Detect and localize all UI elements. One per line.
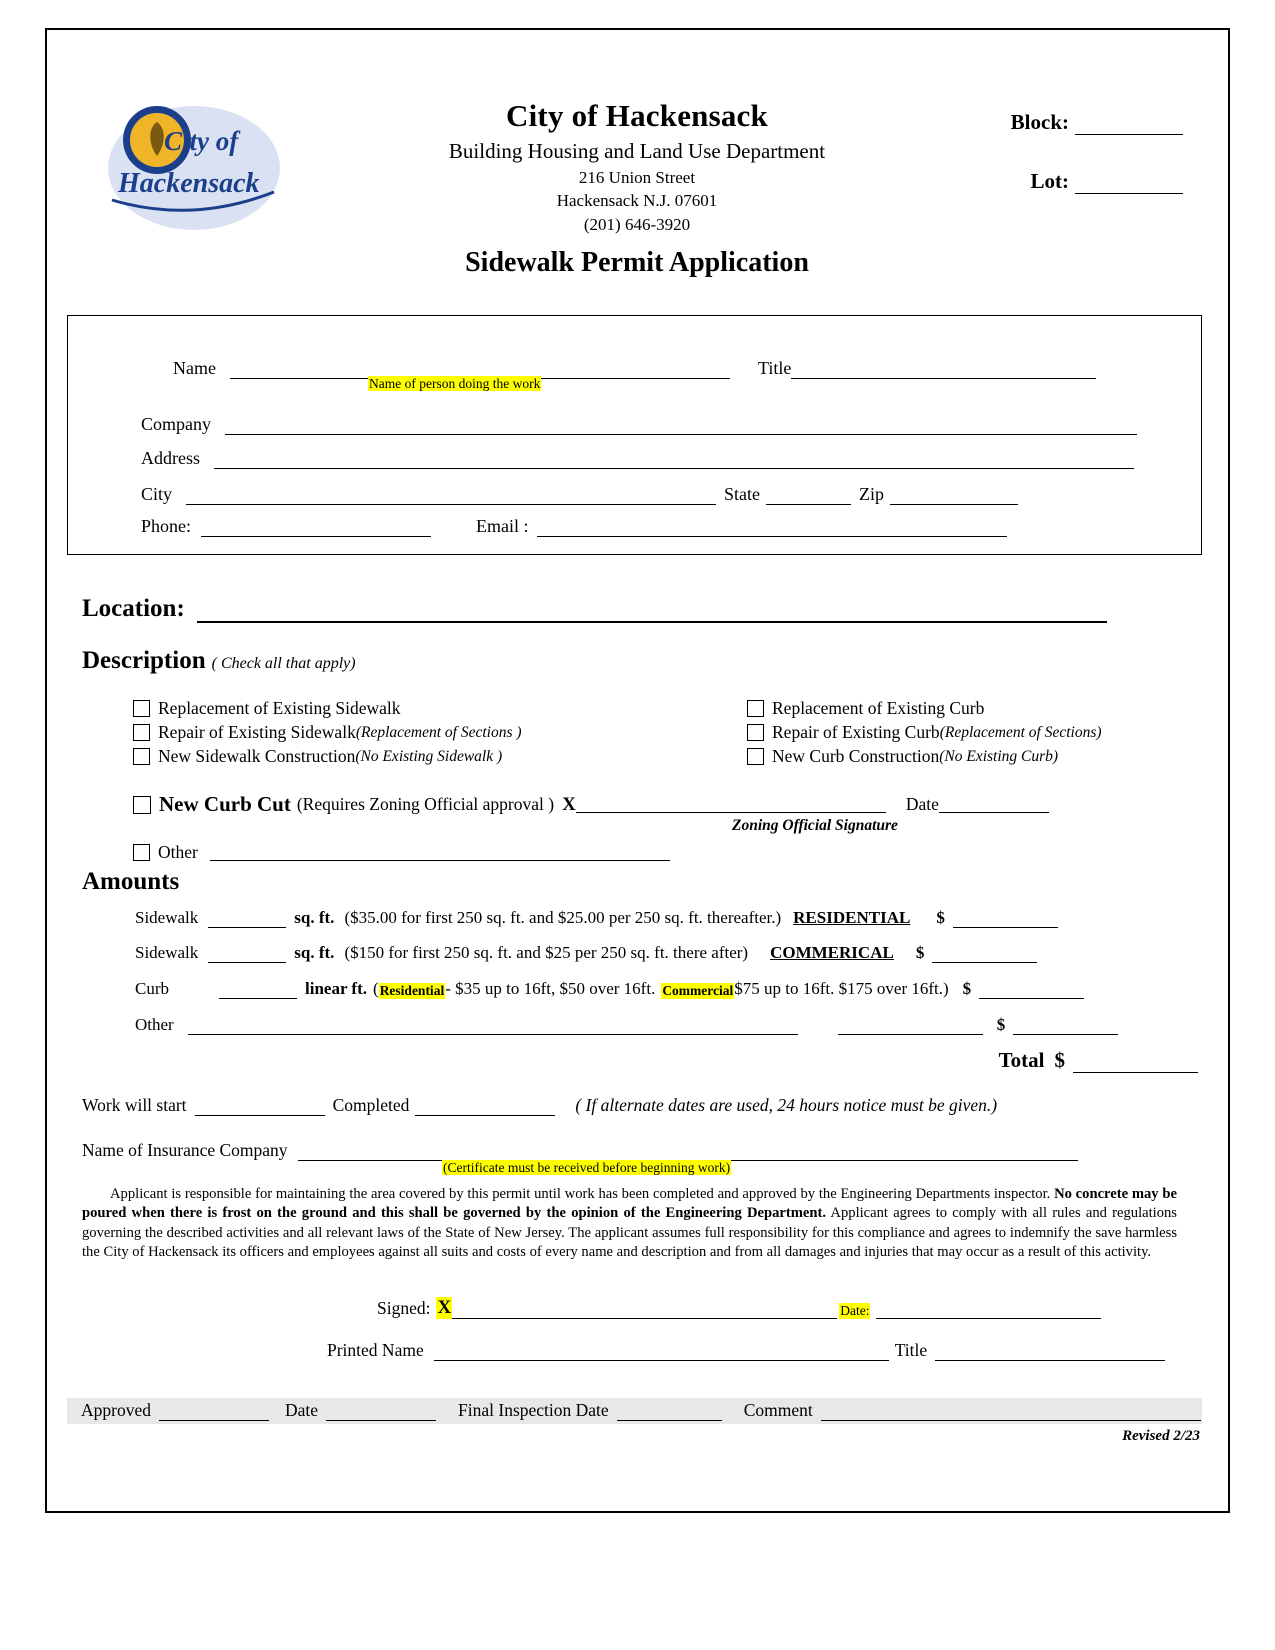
city-state-zip: Hackensack N.J. 07601 xyxy=(556,191,718,211)
zoning-date-label: Date xyxy=(905,794,939,814)
currency-symbol: $ xyxy=(962,979,972,998)
footer-date-input[interactable] xyxy=(326,1404,436,1421)
form-sheet xyxy=(45,28,1230,1513)
checkbox-new-sidewalk[interactable] xyxy=(133,746,502,767)
checkbox-label: Replacement of Existing Sidewalk xyxy=(158,698,401,718)
checkbox-icon[interactable] xyxy=(133,700,150,717)
checkbox-other-description[interactable] xyxy=(133,842,670,863)
checkbox-new-curb-cut-row[interactable] xyxy=(133,792,1049,817)
curb-commercial-rate: $75 up to 16ft. $175 over 16ft.) xyxy=(734,979,949,998)
new-curb-cut-note: (Requires Zoning Official approval ) xyxy=(296,794,555,814)
checkbox-label: Repair of Existing Sidewalk xyxy=(158,722,356,742)
total-label: Total xyxy=(998,1048,1045,1072)
checkbox-label-italic: (No Existing Sidewalk ) xyxy=(355,747,503,765)
checkbox-icon[interactable] xyxy=(747,748,764,765)
amount-row-sidewalk-residential xyxy=(135,908,1058,928)
checkbox-repair-curb[interactable] xyxy=(747,722,1102,743)
footer-date-label: Date xyxy=(284,1400,319,1420)
terms-paragraph xyxy=(82,1185,1177,1263)
amount-label: Other xyxy=(135,1015,174,1034)
amount-unit: sq. ft. xyxy=(294,943,335,962)
company-label: Company xyxy=(141,414,211,434)
checkbox-icon[interactable] xyxy=(133,748,150,765)
checkbox-repair-sidewalk[interactable] xyxy=(133,722,522,743)
other-amount-value-input[interactable] xyxy=(1013,1018,1118,1035)
amount-row-other xyxy=(135,1015,1118,1035)
zoning-signature-caption: Zoning Official Signature xyxy=(732,817,898,834)
amount-value-input[interactable] xyxy=(932,946,1037,963)
city-input[interactable] xyxy=(186,488,716,505)
printed-name-input[interactable] xyxy=(434,1344,889,1361)
amount-unit: sq. ft. xyxy=(294,908,335,927)
address-label: Address xyxy=(141,448,200,468)
work-start-label: Work will start xyxy=(82,1095,187,1115)
insurance-hint: (Certificate must be received before beginning work) xyxy=(443,1160,731,1175)
checkbox-icon[interactable] xyxy=(747,700,764,717)
block-label: Block: xyxy=(1010,110,1069,134)
description-heading-row xyxy=(82,647,356,675)
amount-note: ($150 for first 250 sq. ft. and $25 per 250 sq. ft. there after) xyxy=(344,943,749,962)
insurance-input[interactable] xyxy=(298,1144,1078,1161)
schedule-note: ( If alternate dates are used, 24 hours notice must be given.) xyxy=(575,1095,998,1115)
curb-residential-tag: Residential xyxy=(379,983,445,999)
printed-name-row xyxy=(327,1340,1165,1361)
checkbox-label-italic: (No Existing Curb) xyxy=(939,747,1059,765)
other-amount-desc-input[interactable] xyxy=(188,1018,798,1035)
comment-input[interactable] xyxy=(821,1404,1201,1421)
total-input[interactable] xyxy=(1073,1056,1198,1073)
checkbox-icon[interactable] xyxy=(133,724,150,741)
amount-tag: COMMERICAL xyxy=(770,943,894,962)
total-currency: $ xyxy=(1054,1048,1065,1072)
form-title: Sidewalk Permit Application xyxy=(465,247,809,279)
city-label: City xyxy=(141,484,173,504)
lot-input[interactable] xyxy=(1075,177,1183,194)
insurance-row xyxy=(82,1140,1078,1161)
comment-label: Comment xyxy=(743,1400,813,1420)
address-field-row xyxy=(141,448,1134,469)
terms-part-2: No concrete may be poured when there is frost on the ground and this shall be governed by the opinion of the Engineering Department. xyxy=(82,1186,1177,1222)
signature-date-input[interactable] xyxy=(876,1302,1101,1319)
signature-x-mark: X xyxy=(437,1297,452,1318)
svg-text:City of: City of xyxy=(164,126,239,156)
schedule-row xyxy=(82,1095,997,1116)
completed-label: Completed xyxy=(332,1095,410,1115)
printed-title-label: Title xyxy=(894,1340,928,1360)
title-field-row xyxy=(758,358,1096,379)
printed-name-label: Printed Name xyxy=(327,1340,424,1360)
signature-input[interactable] xyxy=(452,1302,837,1319)
printed-title-input[interactable] xyxy=(935,1344,1165,1361)
checkbox-label-italic: (Replacement of Sections) xyxy=(939,723,1102,741)
email-input[interactable] xyxy=(537,520,1007,537)
name-label: Name xyxy=(173,358,216,378)
checkbox-new-curb[interactable] xyxy=(747,746,1058,767)
amount-qty-input[interactable] xyxy=(208,911,286,928)
completed-input[interactable] xyxy=(415,1099,555,1116)
title-label: Title xyxy=(758,358,792,378)
signed-label: Signed: xyxy=(377,1297,431,1318)
zoning-date-input[interactable] xyxy=(939,796,1049,813)
office-use-row xyxy=(81,1400,1201,1421)
final-inspection-label: Final Inspection Date xyxy=(458,1400,609,1420)
location-row xyxy=(82,595,1107,623)
zoning-signature-input[interactable] xyxy=(576,796,886,813)
amount-label: Curb xyxy=(135,979,169,998)
checkbox-label-italic: (Replacement of Sections ) xyxy=(355,723,522,741)
checkbox-replacement-curb[interactable] xyxy=(747,698,984,719)
signature-row xyxy=(377,1297,1101,1319)
email-label: Email : xyxy=(476,516,529,536)
amount-label: Sidewalk xyxy=(135,908,199,927)
curb-commercial-tag: Commercial xyxy=(662,983,734,999)
other-description-input[interactable] xyxy=(210,844,670,861)
state-label: State xyxy=(724,484,761,504)
amount-unit: linear ft. xyxy=(305,979,368,998)
other-label: Other xyxy=(158,842,198,862)
phone-input[interactable] xyxy=(201,520,431,537)
applicant-info-box xyxy=(67,315,1202,555)
amount-label: Sidewalk xyxy=(135,943,199,962)
checkbox-label: New Curb Construction xyxy=(772,746,940,766)
city-seal-logo xyxy=(102,92,282,252)
curb-residential-rate: - $35 up to 16ft, $50 over 16ft. xyxy=(445,979,656,998)
block-lot-group xyxy=(923,110,1183,228)
approved-label: Approved xyxy=(81,1400,151,1420)
other-amount-mid-input[interactable] xyxy=(838,1018,983,1035)
zoning-x-mark: X xyxy=(562,793,576,815)
header-title-block xyxy=(337,98,937,279)
zip-input[interactable] xyxy=(890,488,1018,505)
revision-stamp: Revised 2/23 xyxy=(1122,1428,1200,1444)
currency-symbol: $ xyxy=(915,943,925,962)
city-title: City of Hackensack xyxy=(506,98,768,133)
name-hint: Name of person doing the work xyxy=(369,376,541,391)
location-input[interactable] xyxy=(197,605,1107,623)
zip-label: Zip xyxy=(859,484,885,504)
work-start-input[interactable] xyxy=(195,1099,325,1116)
total-row xyxy=(999,1048,1198,1073)
signature-date-label: Date: xyxy=(840,1303,870,1319)
department-name: Building Housing and Land Use Department xyxy=(448,139,826,163)
city-field-row xyxy=(141,484,1018,505)
checkbox-label: Repair of Existing Curb xyxy=(772,722,940,742)
block-field xyxy=(923,110,1183,135)
checkbox-icon[interactable] xyxy=(747,724,764,741)
amount-qty-input[interactable] xyxy=(219,982,297,999)
checkbox-icon[interactable] xyxy=(133,796,151,814)
lot-field xyxy=(923,169,1183,194)
amount-qty-input[interactable] xyxy=(208,946,286,963)
state-input[interactable] xyxy=(766,488,851,505)
amount-note: ($35.00 for first 250 sq. ft. and $25.00 per 250 sq. ft. thereafter.) xyxy=(344,908,782,927)
description-note: ( Check all that apply) xyxy=(211,655,356,672)
address-input[interactable] xyxy=(214,452,1134,469)
new-curb-cut-label: New Curb Cut xyxy=(159,792,291,816)
terms-part-3: Applicant agrees to comply with all rules and regulations governing the described activities and all relevant laws of the State of New Jersey. The applicant assumes full responsibility for this compliance and agrees to indemnify the save harmless the City of Hackensack its officers and employees against all suits and costs of every name and description and from all damages and injuries that may occur as a result of this activity. xyxy=(82,1205,1177,1261)
amounts-heading: Amounts xyxy=(82,868,180,895)
title-input[interactable] xyxy=(791,362,1096,379)
block-input[interactable] xyxy=(1075,118,1183,135)
phone-number: (201) 646-3920 xyxy=(583,214,691,234)
lot-label: Lot: xyxy=(1030,169,1069,193)
description-heading: Description xyxy=(82,647,206,674)
amount-value-input[interactable] xyxy=(979,982,1084,999)
amount-tag: RESIDENTIAL xyxy=(793,908,911,927)
checkbox-replacement-sidewalk[interactable] xyxy=(133,698,401,719)
phone-field-row xyxy=(141,516,1007,537)
curb-paren: ( xyxy=(373,979,379,998)
svg-text:Hackensack: Hackensack xyxy=(118,168,260,199)
checkbox-label: New Sidewalk Construction xyxy=(158,746,356,766)
phone-label: Phone: xyxy=(141,516,192,536)
street-address: 216 Union Street xyxy=(578,168,696,187)
approved-input[interactable] xyxy=(159,1404,269,1421)
amount-value-input[interactable] xyxy=(953,911,1058,928)
company-input[interactable] xyxy=(225,418,1137,435)
final-inspection-input[interactable] xyxy=(617,1404,722,1421)
currency-symbol: $ xyxy=(936,908,945,927)
insurance-label: Name of Insurance Company xyxy=(82,1140,288,1160)
company-field-row xyxy=(141,414,1137,435)
terms-part-1: Applicant is responsible for maintaining the area covered by this permit until work has been completed and approved by the Engineering Departments inspector. xyxy=(110,1186,1051,1202)
amount-row-sidewalk-commercial xyxy=(135,943,1037,963)
form-header xyxy=(47,30,1228,279)
amount-row-curb xyxy=(135,979,1084,999)
checkbox-label: Replacement of Existing Curb xyxy=(772,698,985,718)
location-label: Location: xyxy=(82,595,185,622)
checkbox-icon[interactable] xyxy=(133,844,150,861)
currency-symbol: $ xyxy=(996,1015,1006,1034)
